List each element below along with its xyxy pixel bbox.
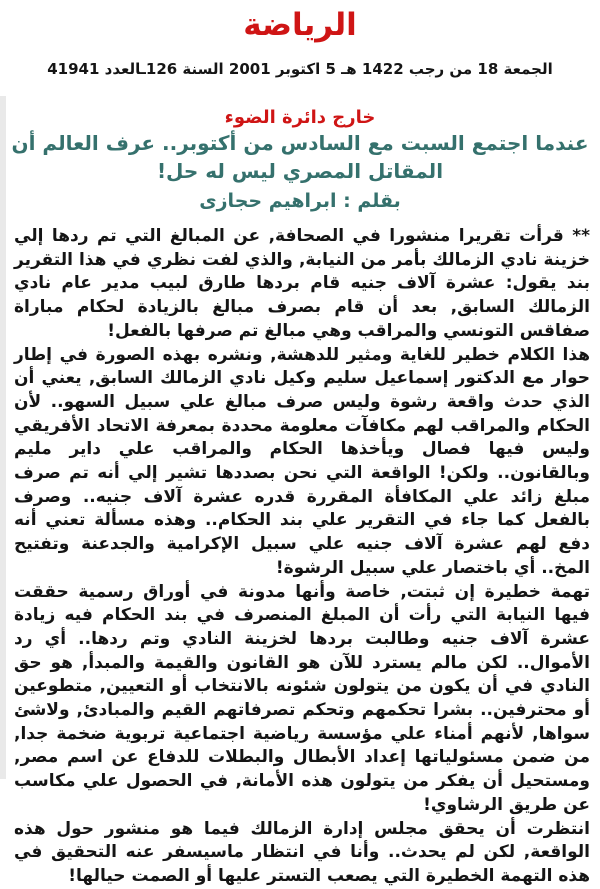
article-paragraph: ** قرأت تقريرا منشورا في الصحافة, عن المبالغ التي تم ردها إلي خزينة نادي الزمالك بأمر من النيابة, والذي لفت نظري في هذا التقرير بند يقول: عشرة آلاف جنيه قام بردها طارق لبيب مدير عام نادي الزمالك السابق, بعد أن قام بصرف مبالغ بالزيادة لحكام مباراة صفاقس التونسي والمراقب وهي مبالغ تم صرفها بالفعل!	[14, 226, 590, 341]
issue-date-line: الجمعة 18 من رجب 1422 هـ 5 اكتوبر 2001 السنة 126ـالعدد 41941	[47, 60, 553, 78]
article-paragraph: هذا الكلام خطير للغاية ومثير للدهشة, ونشره بهذه الصورة في إطار حوار مع الدكتور إسماعيل سليم وكيل نادي الزمالك السابق, يعني أن الذي حدث واقعة رشوة وليس صرف مبالغ علي سبيل السهو.. لأن الحكام والمراقب لهم مكافآت معلومة محددة بمعرفة الاتحاد الأفريقي وليس فيها فصال ويأخذها الحكام والمراقب علي داير مليم وبالقانون.. ولكن! الواقعة التي نحن بصددها تشير إلي أنه تم صرف مبلغ زائد علي المكافأة المقررة قدره عشرة آلاف جنيه.. وصرف بالفعل كما جاء في التقرير علي بند الحكام.. وهذه مسألة تعني أنه دفع لهم عشرة آلاف جنيه علي سبيل الإكرامية والجدعنة وتفتيح المخ.. أي باختصار علي سبيل الرشوة!	[14, 344, 590, 578]
article-paragraph: انتظرت أن يحقق مجلس إدارة الزمالك فيما هو منشور حول هذه الواقعة, لكن لم يحدث.. وأنا في انتظار ماسيسفر عنه التحقيق في هذه التهمة الخطيرة التي يصعب التستر عليها أو الصمت حيالها!	[14, 818, 590, 886]
article-byline: بقلم : ابراهيم حجازى	[199, 190, 401, 212]
section-title: الرياضة	[243, 7, 357, 43]
article-paragraph: تهمة خطيرة إن ثبتت, خاصة وأنها مدونة في أوراق رسمية حققت فيها النيابة التي رأت أن المبلغ المنصرف في بند الحكام فيه زيادة عشرة آلاف جنيه وطالبت بردها لخزينة النادي وتم ردها.. أي رد الأموال.. لكن مالم يسترد للآن هو القانون والقيمة والمبدأ, هو حق النادي في أن يكون من يتولون شئونه بالانتخاب أو التعيين, متطوعين أو محترفين.. بشرا تحكمهم وتحكم تصرفاتهم القيم والمبادئ, ولاشئ سواها, لأنهم أمناء علي مؤسسة رياضية اجتماعية تربوية ضخمة جدا, من ضمن مسئولياتها إعداد الأبطال والبطلات للدفاع عن اسم مصر, ومستحيل أن يفكر من يتولون هذه الأمانة, في الحصول علي مكاسب عن طريق الرشاوي!	[14, 581, 590, 815]
article-body	[0, 225, 600, 889]
column-title: خارج دائرة الضوء	[224, 107, 376, 128]
article-headline: عندما اجتمع السبت مع السادس من أكتوبر.. عرف العالم أن المقاتل المصري ليس له حل!	[11, 131, 589, 183]
scan-edge-artifact	[0, 96, 6, 779]
